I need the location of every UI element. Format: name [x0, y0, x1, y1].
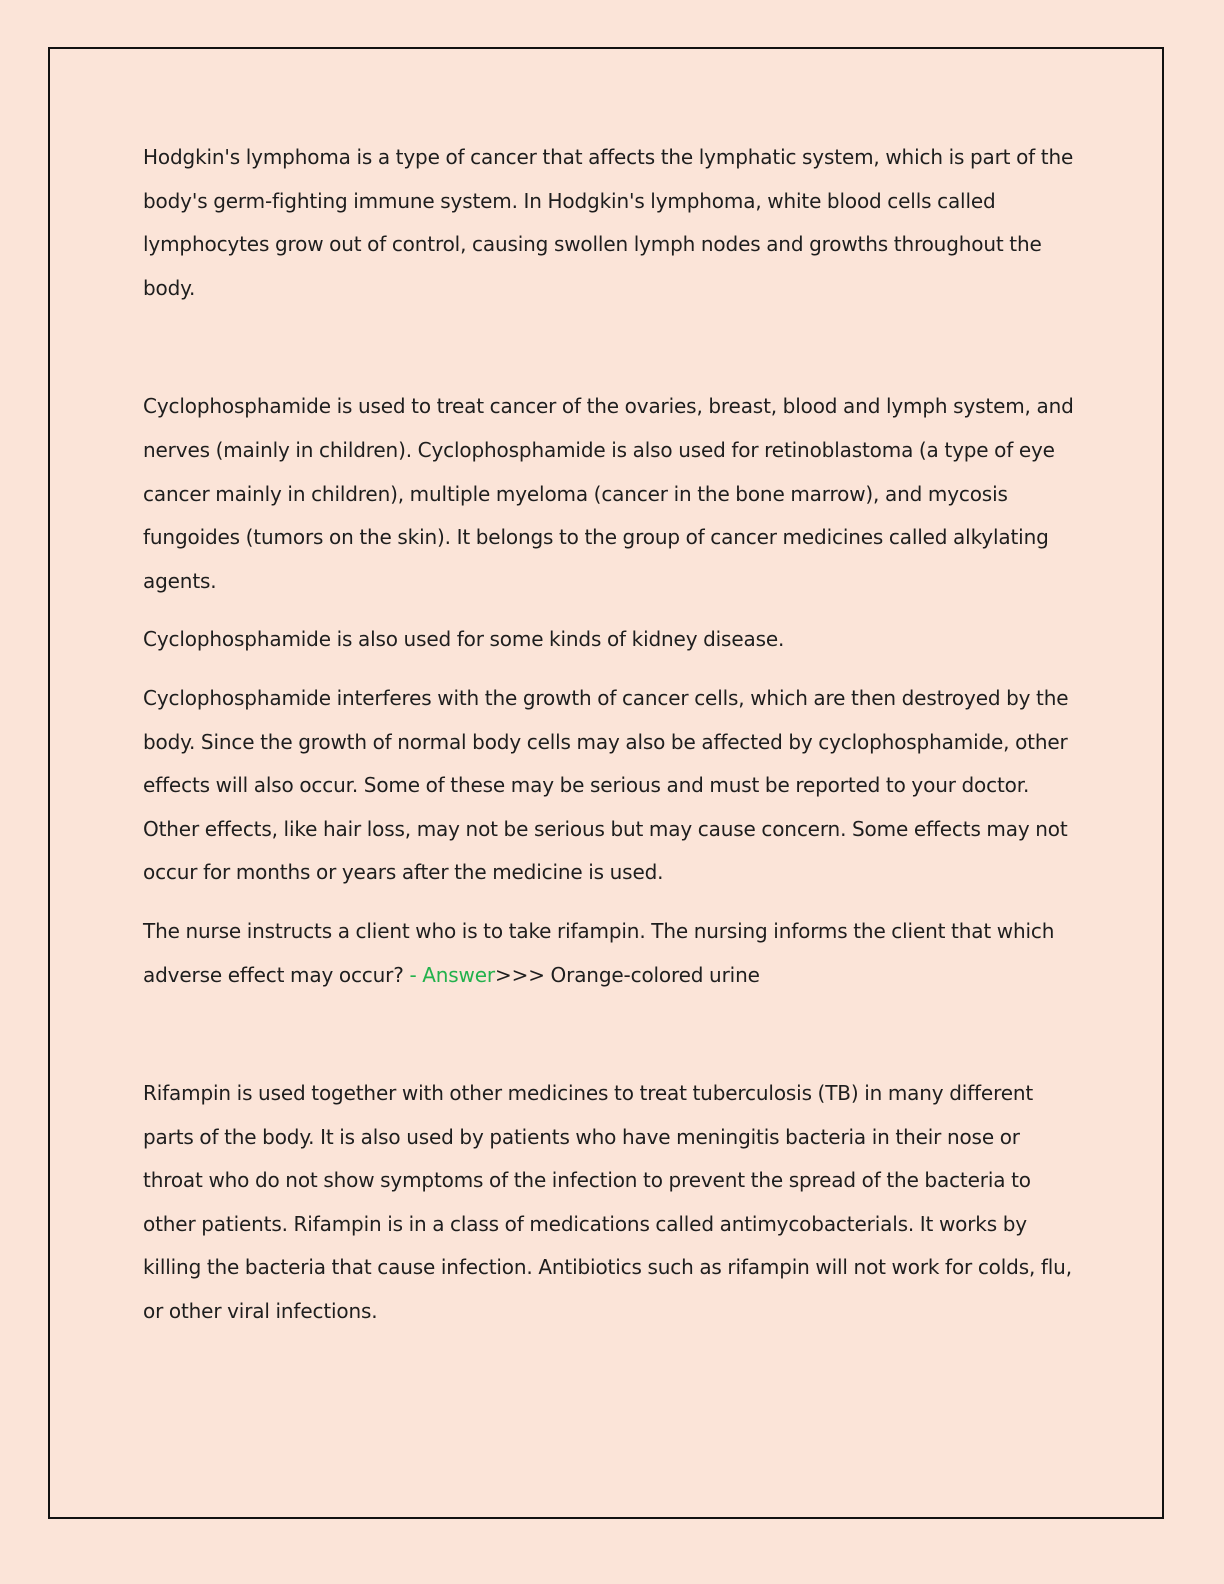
answer-marker: >>> [494, 962, 545, 987]
question-text: The nurse instructs a client who is to take rifampin. The nursing informs the client that which adverse effect may occur? [143, 918, 1055, 987]
question-paragraph [143, 910, 1078, 997]
document-body [143, 136, 1078, 1334]
paragraph-cyclophosphamide-uses: Cyclophosphamide is used to treat cancer of the ovaries, breast, blood and lymph system, and nerves (mainly in children). Cyclophosphamide is also used for retinoblastoma (a type of eye cancer mainly in children), multiple myeloma (cancer in the bone marrow), and mycosis fungoides (tumors on the skin). It belongs to the group of cancer medicines called alkylating agents. [143, 394, 1074, 593]
answer-label: - Answer [409, 962, 495, 987]
answer-text: Orange-colored urine [550, 962, 760, 987]
paragraph-cyclophosphamide-mechanism: Cyclophosphamide interferes with the growth of cancer cells, which are then destroyed by the body. Since the growth of normal body cells may also be affected by cyclophosphamide, other effects will also occur. Some of these may be serious and must be reported to your doctor. Other effects, like hair loss, may not be serious but may cause concern. Some effects may not occur for months or years after the medicine is used. [143, 685, 1069, 885]
paragraph-hodgkins: Hodgkin's lymphoma is a type of cancer that affects the lymphatic system, which is part of the body's germ-fighting immune system. In Hodgkin's lymphoma, white blood cells called lymphocytes grow out of control, causing swollen lymph nodes and growths throughout the body. [143, 145, 1074, 300]
paragraph-rifampin: Rifampin is used together with other medicines to treat tuberculosis (TB) in many different parts of the body. It is also used by patients who have meningitis bacteria in their nose or throat who do not show symptoms of the infection to prevent the spread of the bacteria to other patients. Rifampin is in a class of medications called antimycobacterials. It works by killing the bacteria that cause infection. Antibiotics such as rifampin will not work for colds, flu, or other viral infections. [143, 1081, 1072, 1324]
paragraph-cyclophosphamide-kidney: Cyclophosphamide is also used for some kinds of kidney disease. [143, 627, 785, 652]
